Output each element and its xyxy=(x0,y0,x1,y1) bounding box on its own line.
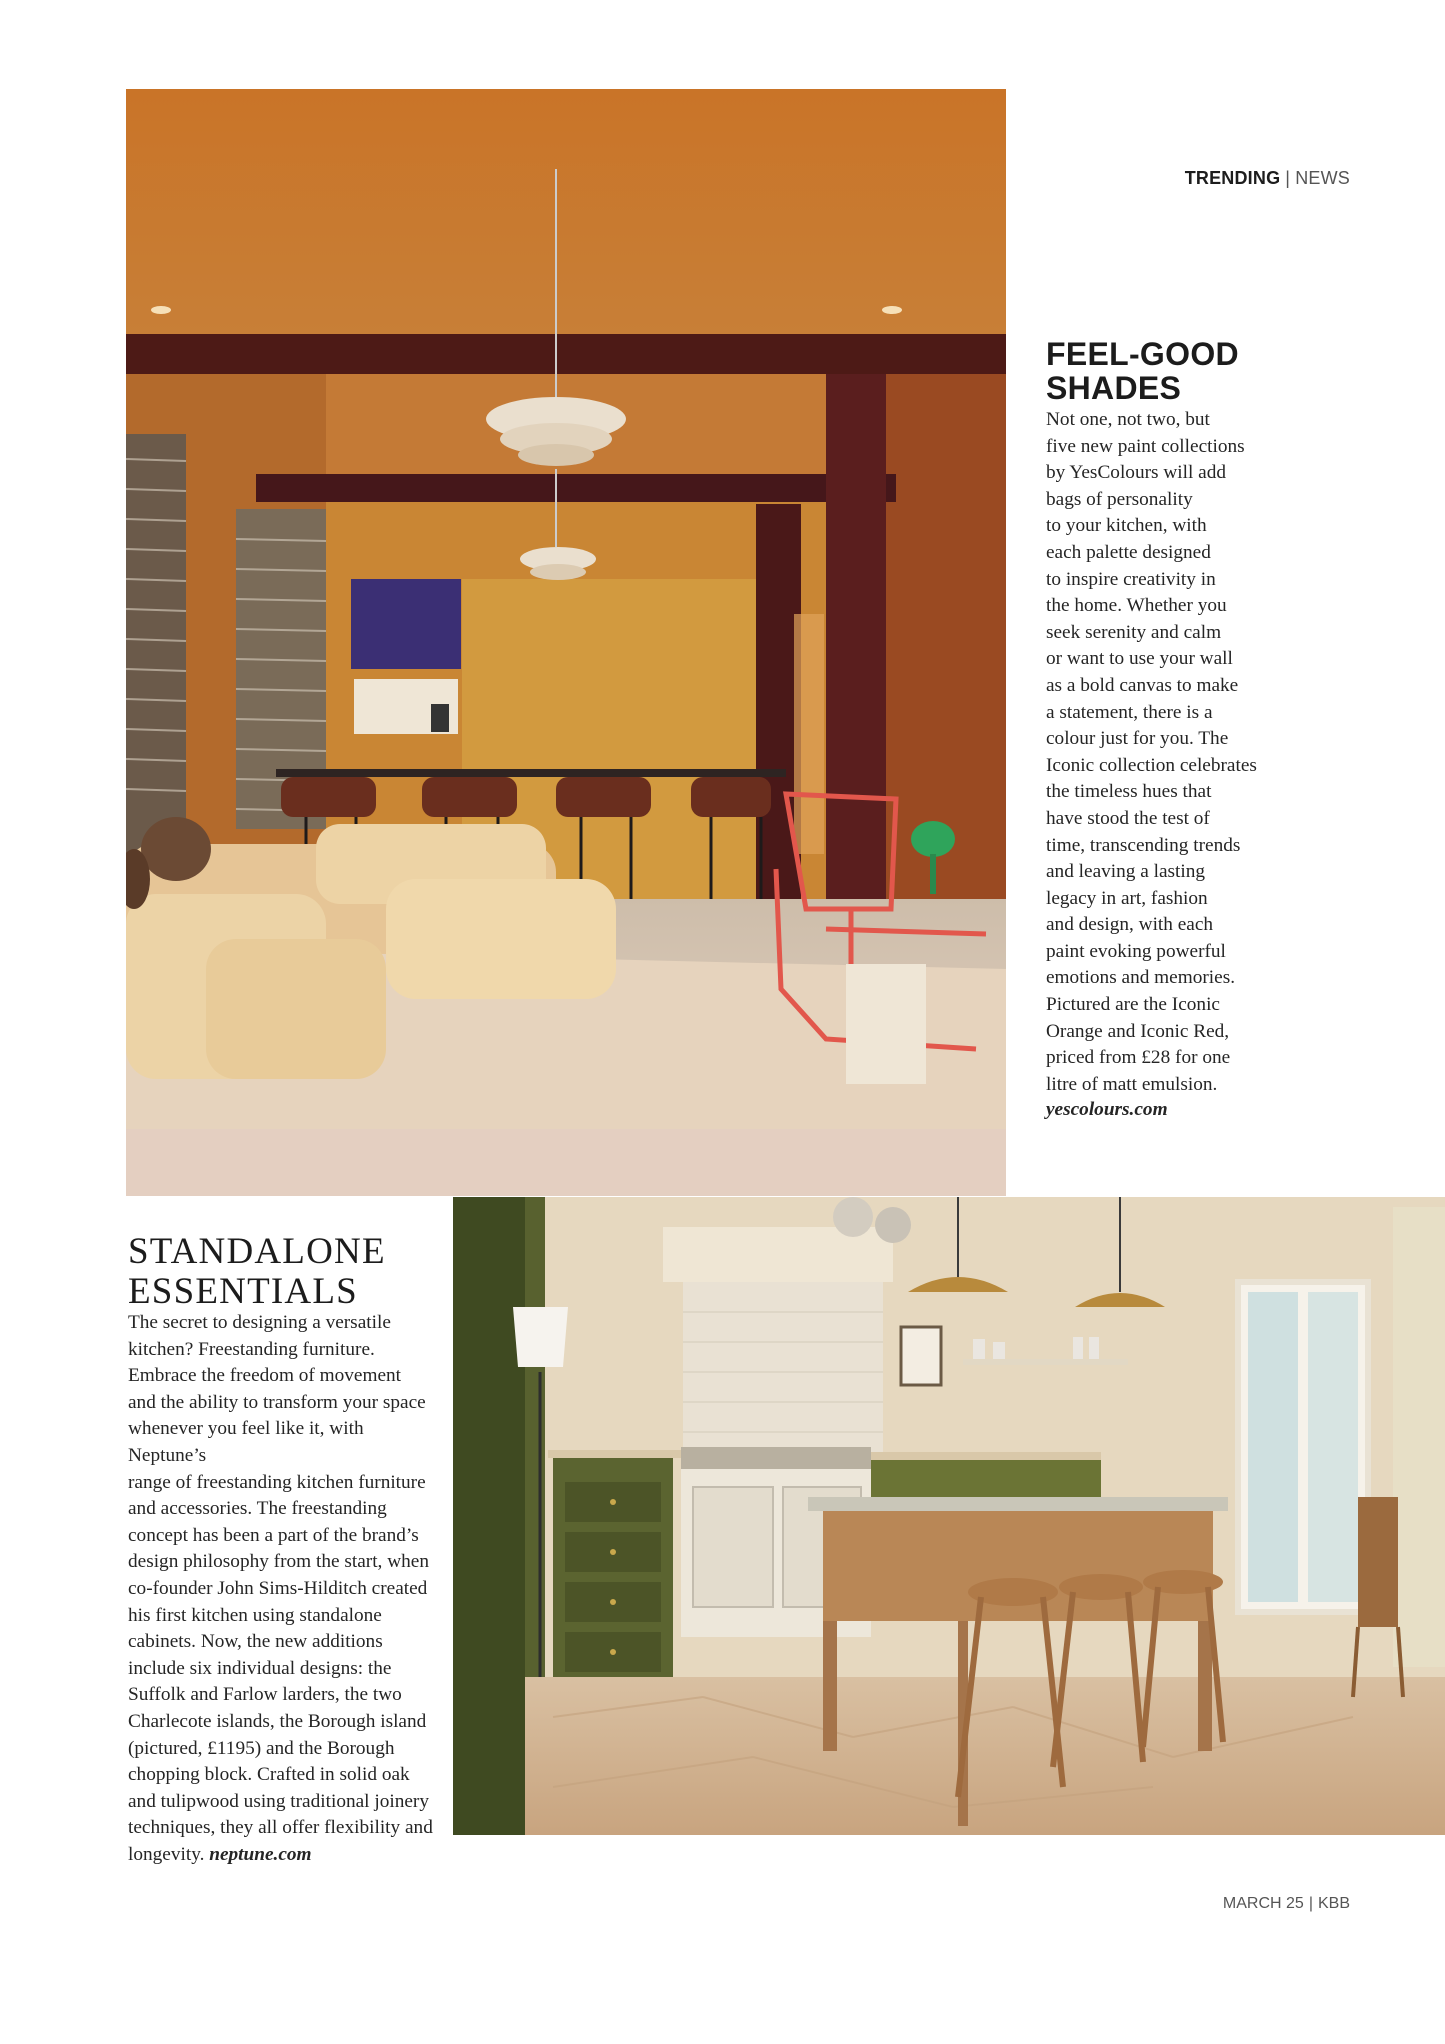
body-line: have stood the test of xyxy=(1046,807,1210,829)
body-line: litre of matt emulsion. xyxy=(1046,1073,1218,1095)
body-line: kitchen? Freestanding furniture. xyxy=(128,1338,375,1360)
heading-line-2: ESSENTIALS xyxy=(128,1271,358,1312)
body-line: and tulipwood using traditional joinery xyxy=(128,1790,429,1812)
body-line: (pictured, £1195) and the Borough xyxy=(128,1737,395,1759)
body-line: Iconic collection celebrates xyxy=(1046,754,1257,776)
body-line: or want to use your wall xyxy=(1046,648,1233,670)
article-body-shades xyxy=(1046,407,1276,1098)
section-header xyxy=(1060,168,1350,189)
article-heading-standalone-essentials xyxy=(128,1232,438,1312)
body-line: Suffolk and Farlow larders, the two xyxy=(128,1684,402,1706)
body-line: legacy in art, fashion xyxy=(1046,887,1208,909)
body-line: include six individual designs: the xyxy=(128,1657,392,1679)
body-line: bags of personality xyxy=(1046,488,1193,510)
body-line: cabinets. Now, the new additions xyxy=(128,1631,383,1653)
body-line: longevity. xyxy=(128,1843,205,1865)
body-line: priced from £28 for one xyxy=(1046,1047,1231,1069)
body-line: The secret to designing a versatile xyxy=(128,1312,391,1333)
body-line: the home. Whether you xyxy=(1046,595,1227,617)
article-body-essentials xyxy=(128,1310,446,1868)
body-line: techniques, they all offer flexibility and xyxy=(128,1817,433,1839)
body-line: concept has been a part of the brand’s xyxy=(128,1524,419,1546)
body-line: and leaving a lasting xyxy=(1046,861,1206,883)
body-line: five new paint collections xyxy=(1046,435,1245,457)
body-line: emotions and memories. xyxy=(1046,967,1236,989)
body-line: and accessories. The freestanding xyxy=(128,1498,387,1520)
neptune-link[interactable]: neptune.com xyxy=(209,1843,312,1865)
issue-date: MARCH 25 xyxy=(1222,1895,1304,1912)
body-line: paint evoking powerful xyxy=(1046,940,1226,962)
subsection-label: NEWS xyxy=(1295,168,1350,188)
body-line: his first kitchen using standalone xyxy=(128,1604,382,1626)
body-line: colour just for you. The xyxy=(1046,728,1229,750)
page-footer xyxy=(1100,1895,1350,1913)
yescolours-link[interactable]: yescolours.com xyxy=(1046,1099,1168,1120)
living-room-photo xyxy=(126,89,1006,1196)
body-line: Pictured are the Iconic xyxy=(1046,994,1220,1016)
body-line: whenever you feel like it, with Neptune’s xyxy=(128,1418,364,1466)
body-line: to inspire creativity in xyxy=(1046,568,1216,590)
magazine-brand: KBB xyxy=(1317,1895,1350,1912)
section-label: TRENDING xyxy=(1184,168,1281,188)
body-line: and design, with each xyxy=(1046,914,1214,936)
heading-line-1: STANDALONE xyxy=(128,1231,386,1272)
body-line: by YesColours will add xyxy=(1046,462,1226,484)
heading-line-2: SHADES xyxy=(1046,370,1182,406)
body-line: chopping block. Crafted in solid oak xyxy=(128,1764,410,1786)
body-line: time, transcending trends xyxy=(1046,834,1241,856)
body-line: each palette designed xyxy=(1046,541,1211,563)
heading-line-1: FEEL-GOOD xyxy=(1046,336,1239,372)
body-line: the timeless hues that xyxy=(1046,781,1212,803)
body-line: and the ability to transform your space xyxy=(128,1391,426,1413)
kitchen-photo xyxy=(453,1197,1445,1835)
header-divider: | xyxy=(1285,168,1291,188)
body-line: co-founder John Sims-Hilditch created xyxy=(128,1577,428,1599)
body-line: as a bold canvas to make xyxy=(1046,674,1239,696)
article-heading-feel-good-shades xyxy=(1046,337,1406,405)
body-line: design philosophy from the start, when xyxy=(128,1551,429,1573)
body-line: range of freestanding kitchen furniture xyxy=(128,1471,426,1493)
footer-divider: | xyxy=(1308,1895,1313,1912)
body-line: a statement, there is a xyxy=(1046,701,1213,723)
body-line: Embrace the freedom of movement xyxy=(128,1365,402,1387)
body-line: to your kitchen, with xyxy=(1046,515,1207,537)
body-line: Charlecote islands, the Borough island xyxy=(128,1710,427,1732)
body-line: Orange and Iconic Red, xyxy=(1046,1020,1230,1042)
body-line: Not one, not two, but xyxy=(1046,409,1210,430)
body-line: seek serenity and calm xyxy=(1046,621,1222,643)
